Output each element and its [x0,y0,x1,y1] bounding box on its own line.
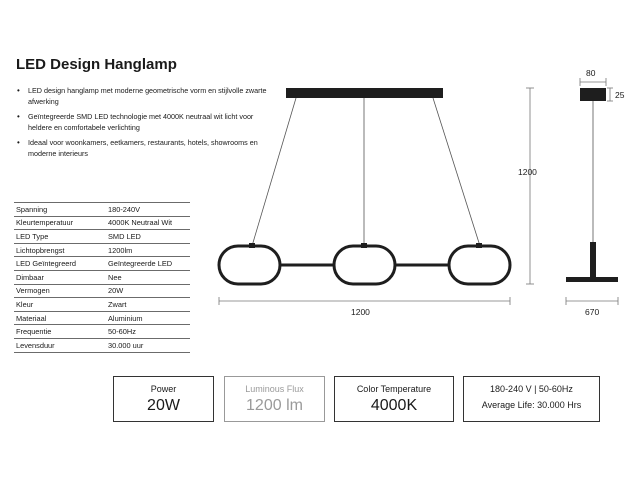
average-life-text: Average Life: 30.000 Hrs [481,400,582,410]
spec-value: 4000K Neutraal Wit [106,216,190,230]
spec-key: Dimbaar [14,270,106,284]
canopy-side [580,88,606,101]
wire-left [252,98,296,246]
spec-value: Nee [106,270,190,284]
feature-item: • LED design hanglamp met moderne geometrische vorm en stijlvolle zwarte afwerking [16,86,278,107]
canopy-width-label: 80 [586,68,596,78]
feature-item: • Geïntegreerde SMD LED technologie met 4000K neutraal wit licht voor heldere en comfortabele verlichting [16,112,278,133]
spec-value: Geïntegreerde LED [106,257,190,271]
height-label: 1200 [518,167,537,177]
side-depth-label: 670 [585,307,600,317]
canopy-front [286,88,443,98]
power-label: Power [150,384,177,394]
spec-key: Materiaal [14,311,106,325]
lamp-joints [249,243,482,248]
spec-key: LED Geïntegreerd [14,257,106,271]
electrical-box [463,376,600,422]
spec-value: 30.000 uur [106,338,190,352]
spec-value: 180-240V [106,203,190,217]
spec-key: Lichtopbrengst [14,243,106,257]
spec-key: LED Type [14,230,106,244]
spec-value: Aluminium [106,311,190,325]
flux-value: 1200 lm [246,397,303,414]
spec-value: SMD LED [106,230,190,244]
luminous-flux-box [224,376,325,422]
spec-key: Frequentie [14,325,106,339]
color-temp-value: 4000K [370,397,418,414]
flux-label: Luminous Flux [245,384,304,394]
side-stem [590,242,596,278]
feature-item: • Ideaal voor woonkamers, eetkamers, restaurants, hotels, showrooms en moderne interieurs [16,138,278,159]
spec-value: Zwart [106,298,190,312]
side-base [566,277,618,282]
spec-value: 20W [106,284,190,298]
spec-key: Vermogen [14,284,106,298]
spec-key: Spanning [14,203,106,217]
power-value: 20W [147,397,180,414]
electrical-text: 180-240 V | 50-60Hz [490,384,573,394]
color-temperature-box [334,376,454,422]
product-title: LED Design Hanglamp [16,56,177,73]
spec-value: 50-60Hz [106,325,190,339]
wire-right [433,98,480,246]
canopy-height-label: 25 [615,90,625,100]
lamp-body [219,246,510,284]
height-dimension [526,88,534,284]
color-temp-label: Color Temperature [356,384,432,394]
spec-value: 1200lm [106,243,190,257]
spec-key: Levensduur [14,338,106,352]
spec-key: Kleur [14,298,106,312]
front-width-label: 1200 [351,307,370,317]
front-width-dimension [219,297,510,305]
spec-key: Kleurtemperatuur [14,216,106,230]
power-box [113,376,214,422]
